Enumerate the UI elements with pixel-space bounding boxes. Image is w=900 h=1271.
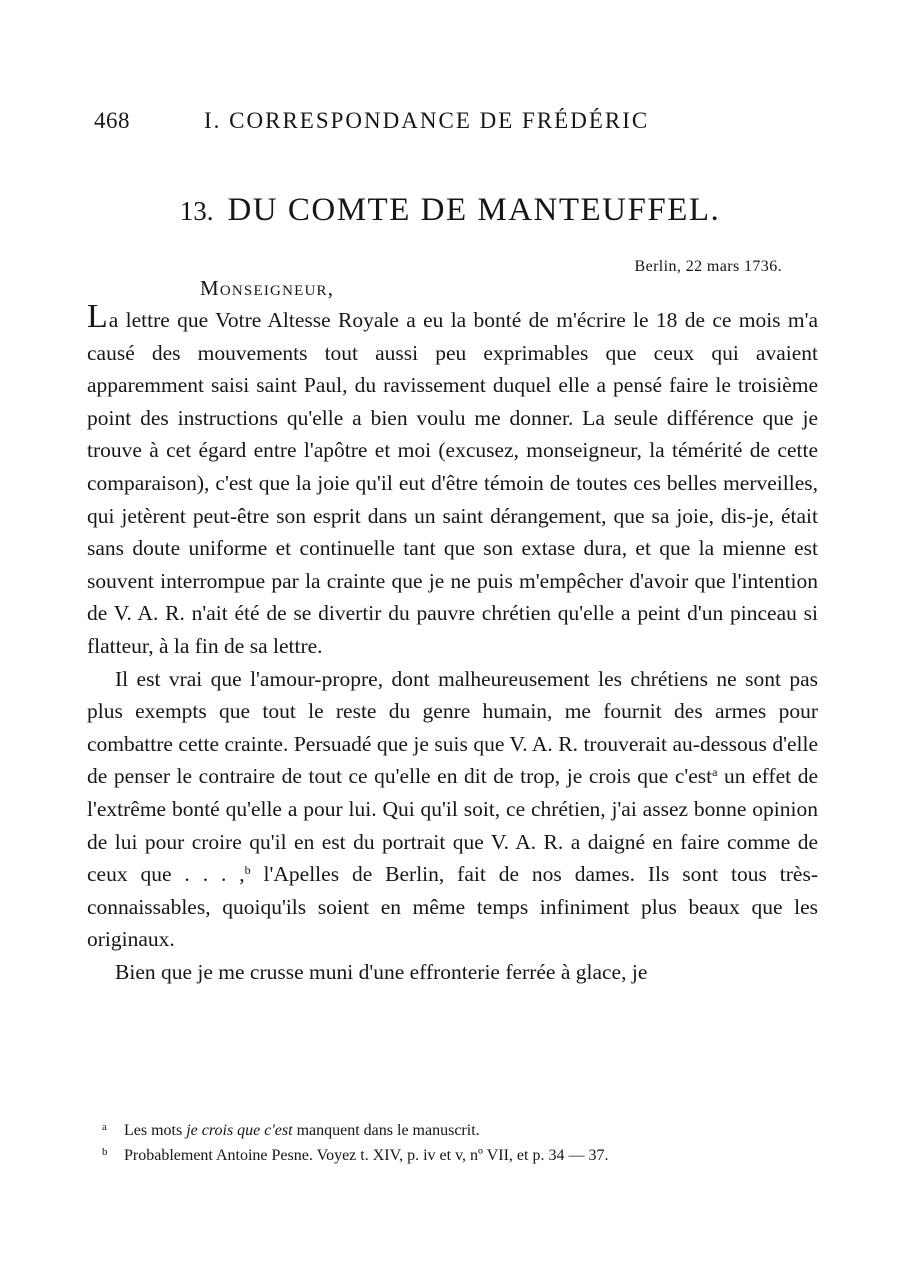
footnote-text-after: manquent dans le manuscrit. [292,1122,480,1139]
letter-body [87,298,818,988]
paragraph-2-text-c: l'Apelles de Berlin, fait de nos dames. Ils sont tous très-connaissables, quoiqu'ils soient en même temps infiniment plus beaux que les originaux. [87,862,818,952]
paragraph-2 [87,663,818,956]
page-number: 468 [94,108,130,133]
salutation: Monseigneur, [200,276,335,300]
footnote-ref-b: b [244,863,251,878]
footnotes [102,1118,802,1168]
dateline: Berlin, 22 mars 1736. [634,258,782,275]
letter-title: DU COMTE DE MANTEUFFEL. [227,192,721,228]
paragraph-2-text-b: un effet de l'extrême bonté qu'elle a pour lui. Qui qu'il soit, ce chrétien, j'ai assez bonne opinion de lui pour croire qu'il en est du portrait que V. A. R. a daigné en faire comme de ceux que . . . , [87,764,818,887]
paragraph-2-text-a: Il est vrai que l'amour-propre, dont malheureusement les chrétiens ne sont pas plus exempts que tout le reste du genre humain, me fournit des armes pour combattre cette crainte. Persuadé que je suis que V. A. R. trouverait au-dessous d'elle de penser le contraire de tout ce qu'elle en dit de trop, je crois que c'est [87,666,818,789]
paragraph-1-text: a lettre que Votre Altesse Royale a eu la bonté de m'écrire le 18 de ce mois m'a causé des mouvements tout aussi peu exprimables que ceux qui avaient apparemment saisi saint Paul, du ravissement duquel elle a pensé faire le troisième point des instructions qu'elle a bien voulu me donner. La seule différence que je trouve à cet égard entre l'apôtre et moi (excusez, monseigneur, la témérité de cette comparaison), c'est que la joie qu'il eut d'être témoin de toutes ces belles merveilles, qui jetèrent peut-être son esprit dans un saint dérangement, que sa joie, dis-je, était sans doute uniforme et continuelle tant que son extase dura, et que la mienne est souvent interrompue par la crainte que je ne puis m'empêcher d'avoir que l'intention de V. A. R. n'ait été de se divertir du pauvre chrétien qu'elle a peint d'un pinceau si flatteur, à la fin de sa lettre. [87,308,818,658]
letter-number: 13. [179,196,214,226]
footnote-text-before: Les mots [124,1122,187,1139]
paragraph-1 [87,298,818,663]
footnote-a: a Les mots je crois que c'est manquent dans le manuscrit. [102,1121,480,1139]
running-head [94,108,714,142]
footnote-b: b Probablement Antoine Pesne. Voyez t. XIV, p. iv et v, nº VII, et p. 34 — 37. [102,1146,609,1164]
paragraph-3 [87,956,818,989]
running-title: I. CORRESPONDANCE DE FRÉDÉRIC [204,108,650,133]
footnote-text: Probablement Antoine Pesne. Voyez t. XIV, p. iv et v, nº VII, et p. 34 — 37. [124,1147,609,1164]
paragraph-3-text: Bien que je me crusse muni d'une effronterie ferrée à glace, je [115,959,648,984]
drop-cap: L [87,298,108,335]
footnote-ref-a: a [712,765,718,780]
footnote-text-italic: je crois que c'est [186,1122,293,1139]
letter-heading [0,192,900,229]
